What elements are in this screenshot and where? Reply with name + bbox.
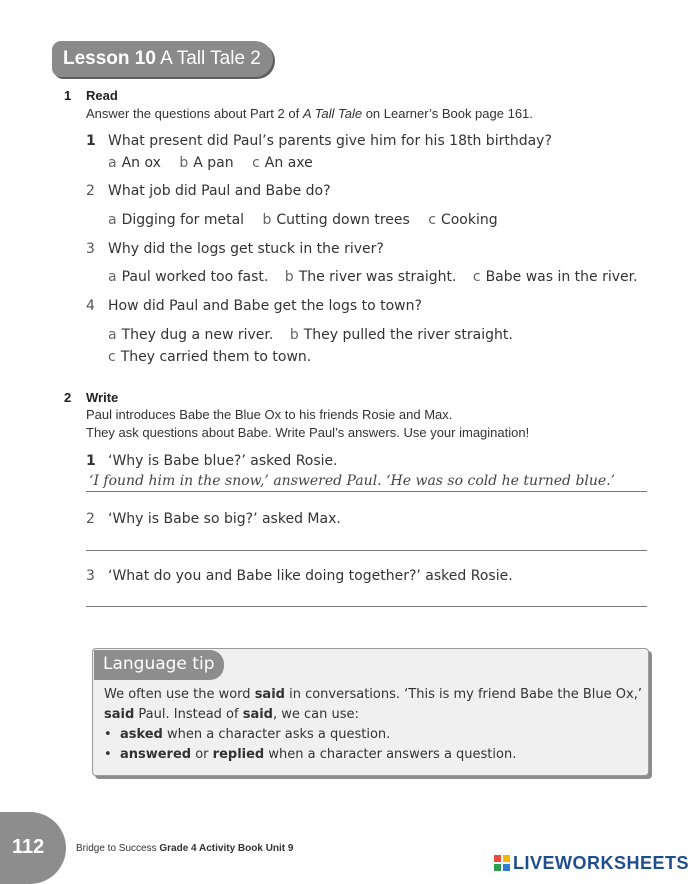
option-letter: a bbox=[108, 327, 117, 343]
item-number: 1 bbox=[86, 453, 96, 469]
question-number: 2 bbox=[86, 183, 95, 199]
liveworksheets-logo[interactable] bbox=[494, 853, 689, 874]
option-letter: c bbox=[108, 349, 116, 365]
option-letter: b bbox=[284, 269, 294, 285]
tip-keyword: said bbox=[104, 707, 135, 722]
question-text: What present did Paul’s parents give him for his 18th birthday? bbox=[108, 133, 552, 149]
section-1-instruction bbox=[86, 106, 533, 121]
option[interactable] bbox=[108, 155, 161, 171]
tip-text: when a character asks a question. bbox=[162, 727, 391, 742]
option-row bbox=[108, 155, 313, 171]
instruction-text: on Learner’s Book page 161. bbox=[362, 106, 533, 121]
option-text: Cutting down trees bbox=[276, 212, 410, 228]
option-text: An axe bbox=[264, 155, 313, 171]
tip-line-1 bbox=[104, 687, 642, 702]
option-letter: c bbox=[428, 212, 436, 228]
option-text: Babe was in the river. bbox=[485, 269, 638, 285]
tip-line-2 bbox=[104, 707, 359, 722]
tip-keyword: asked bbox=[119, 727, 163, 742]
option[interactable] bbox=[290, 327, 513, 343]
option-row bbox=[108, 212, 498, 228]
section-2-title: Write bbox=[86, 390, 119, 405]
tip-keyword: said bbox=[242, 707, 273, 722]
section-2-instruction-line-2: They ask questions about Babe. Write Paul’s answers. Use your imagination! bbox=[86, 425, 530, 440]
section-1-number: 1 bbox=[64, 88, 72, 103]
question-number: 3 bbox=[86, 241, 95, 257]
answer-line[interactable] bbox=[86, 550, 647, 551]
option[interactable] bbox=[108, 212, 244, 228]
section-1-title: Read bbox=[86, 88, 118, 103]
item-number: 3 bbox=[86, 568, 95, 584]
question-text: What job did Paul and Babe do? bbox=[108, 183, 331, 199]
option[interactable] bbox=[252, 155, 313, 171]
tip-keyword: replied bbox=[212, 747, 265, 762]
option[interactable] bbox=[108, 269, 268, 285]
item-prompt: ‘Why is Babe blue?’ asked Rosie. bbox=[108, 453, 338, 469]
option[interactable] bbox=[108, 349, 311, 365]
option-text: An ox bbox=[121, 155, 161, 171]
option-letter: b bbox=[179, 155, 189, 171]
tip-text: Paul. Instead of bbox=[134, 707, 243, 722]
option-text: Cooking bbox=[440, 212, 498, 228]
option-text: They dug a new river. bbox=[121, 327, 274, 343]
lesson-name: A Tall Tale 2 bbox=[160, 48, 261, 69]
option[interactable] bbox=[428, 212, 497, 228]
item-prompt: ‘Why is Babe so big?’ asked Max. bbox=[108, 511, 341, 527]
section-2-instruction-line-1: Paul introduces Babe the Blue Ox to his friends Rosie and Max. bbox=[86, 407, 453, 422]
option-letter: b bbox=[262, 212, 272, 228]
option-row bbox=[108, 269, 638, 285]
item-prompt: ‘What do you and Babe like doing together?’ asked Rosie. bbox=[108, 568, 513, 584]
question-text: How did Paul and Babe get the logs to town? bbox=[108, 298, 422, 314]
tip-keyword: answered bbox=[119, 747, 192, 762]
brand-text: LIVEWORKSHEETS bbox=[513, 853, 690, 873]
example-answer: ‘I found him in the snow,’ answered Paul. ‘He was so cold he turned blue.’ bbox=[89, 473, 616, 489]
liveworksheets-icon bbox=[494, 855, 510, 871]
option-letter: c bbox=[252, 155, 260, 171]
answer-line[interactable] bbox=[86, 606, 647, 607]
option[interactable] bbox=[179, 155, 233, 171]
question-number: 1 bbox=[86, 133, 96, 149]
option-letter: b bbox=[289, 327, 299, 343]
lesson-number: Lesson 10 bbox=[63, 48, 156, 69]
tip-bullet-2 bbox=[104, 747, 516, 762]
option-text: A pan bbox=[193, 155, 234, 171]
option-text: They carried them to town. bbox=[120, 349, 312, 365]
option-row bbox=[108, 327, 513, 343]
option-letter: a bbox=[108, 212, 117, 228]
item-number: 2 bbox=[86, 511, 95, 527]
bullet-icon: • bbox=[104, 727, 112, 742]
option-text: Digging for metal bbox=[121, 212, 245, 228]
option[interactable] bbox=[285, 269, 457, 285]
option-letter: c bbox=[472, 269, 481, 285]
tip-text: , we can use: bbox=[273, 707, 359, 722]
footer-publisher: Bridge to Success bbox=[76, 843, 160, 854]
footer-credit bbox=[76, 843, 293, 854]
option[interactable] bbox=[108, 327, 273, 343]
option-text: The river was straight. bbox=[298, 269, 457, 285]
option-letter: a bbox=[108, 269, 117, 285]
section-2-number: 2 bbox=[64, 390, 72, 405]
language-tip-title: Language tip bbox=[94, 650, 224, 680]
tip-text: or bbox=[191, 747, 213, 762]
footer-book: Grade 4 Activity Book Unit 9 bbox=[159, 843, 294, 854]
tip-text: when a character answers a question. bbox=[264, 747, 517, 762]
question-text: Why did the logs get stuck in the river? bbox=[108, 241, 384, 257]
option-text: Paul worked too fast. bbox=[121, 269, 269, 285]
option[interactable] bbox=[473, 269, 638, 285]
question-number: 4 bbox=[86, 298, 95, 314]
option-letter: a bbox=[108, 155, 117, 171]
tip-keyword: said bbox=[254, 687, 285, 702]
option[interactable] bbox=[263, 212, 410, 228]
lesson-title bbox=[52, 41, 273, 77]
page-number: 112 bbox=[12, 836, 45, 858]
answer-line[interactable] bbox=[86, 491, 647, 492]
tip-text: in conversations. ‘This is my friend Babe the Blue Ox,’ bbox=[284, 687, 642, 702]
tip-text: We often use the word bbox=[104, 687, 255, 702]
option-row bbox=[108, 349, 311, 365]
instruction-text: Answer the questions about Part 2 of bbox=[86, 106, 303, 121]
option-text: They pulled the river straight. bbox=[303, 327, 513, 343]
book-title: A Tall Tale bbox=[302, 106, 363, 121]
bullet-icon: • bbox=[104, 747, 112, 762]
tip-bullet-1 bbox=[104, 727, 390, 742]
